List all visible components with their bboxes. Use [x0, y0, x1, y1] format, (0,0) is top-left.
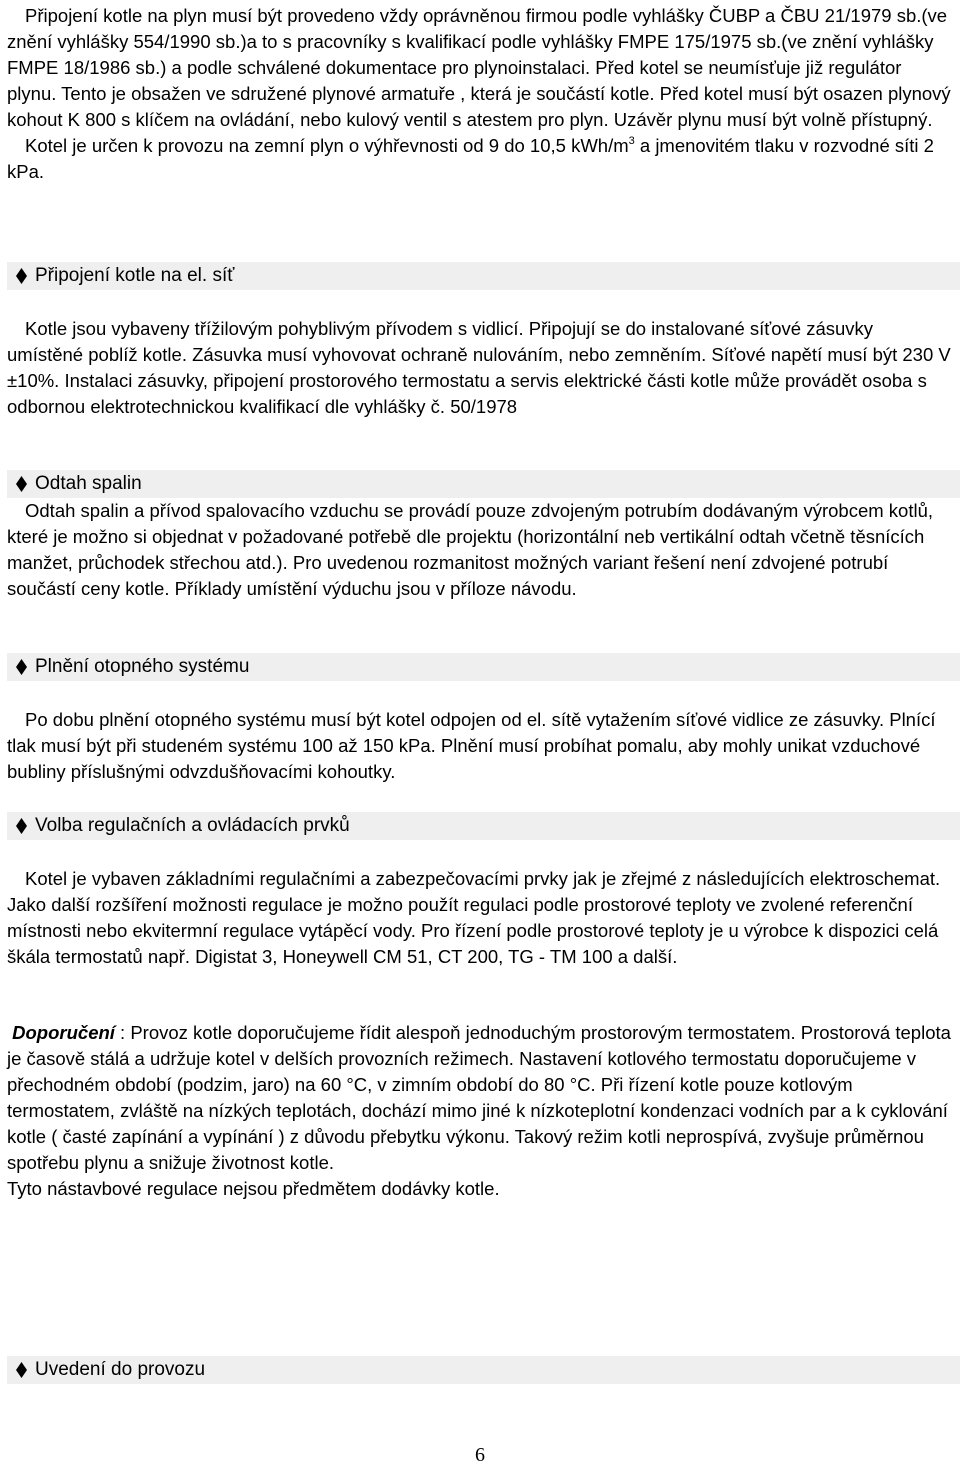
gas-connection-section	[7, 3, 953, 185]
gas-type-text-end: a jmenovitém tlaku v rozvodné síti 2 kPa.	[7, 135, 934, 182]
recommendation-text: : Provoz kotle doporučujeme řídit alespoň jednoduchým prostorovým termostatem. Prostorová teplota je časově stálá a udržuje kotel v delších provozních režimech. Nastavení kotlového termostatu doporučujeme v přechodném období (podzim, jaro) na 60 °C, v zimním období do 80 °C. Při řízení kotle pouze kotlovým termostatem, zvláště na nízkých teplotách, dochází mimo jiné k nízkoteplotní kondenzaci vodních par a k cyklování kotle ( časté zapínání a vypínání ) z důvodu přebytku výkonu. Takový režim kotli neprospívá, zvyšuje průměrnou spotřebu plynu a snižuje životnost kotle.	[7, 1022, 951, 1173]
recommendation-label: Doporučení	[12, 1022, 115, 1043]
gas-type-paragraph	[7, 133, 953, 185]
heading-controls	[7, 812, 960, 840]
diamond-bullet-icon	[7, 818, 35, 834]
gas-paragraph: Připojení kotle na plyn musí být provedeno vždy oprávněnou firmou podle vyhlášky ČUBP a ČBU 21/1979 sb.(ve znění vyhlášky 554/1990 sb.)a to s pracovníky s kvalifikací podle vyhlášky FMPE 175/1975 sb.(ve znění vyhlášky FMPE 18/1986 sb.) a podle schválené dokumentace pro plynoinstalaci. Před kotel se neumísťuje již regulátor plynu. Tento je obsažen ve sdružené plynové armatuře , která je součástí kotle. Před kotel musí být osazen plynový kohout K 800 s klíčem na ovládání, nebo kulový ventil s atestem pro plyn. Uzávěr plynu musí být volně přístupný.	[7, 5, 951, 130]
diamond-bullet-icon	[7, 659, 35, 675]
diamond-bullet-icon	[7, 1362, 35, 1378]
controls-body	[7, 866, 953, 970]
page-number: 6	[475, 1444, 485, 1466]
controls-paragraph: Kotel je vybaven základními regulačními a zabezpečovacími prvky jak je zřejmé z následujících elektroschemat. Jako další rozšíření možnosti regulace je možno použít regulaci podle prostorové teploty ve zvolené referenční místnosti nebo ekvitermní regulace vytápěcí vody. Pro řízení podle prostorové teploty je u výrobce k dispozici celá škála termostatů např. Digistat 3, Honeywell CM 51, CT 200, TG - TM 100 a další.	[7, 868, 941, 967]
heading-flue-text: Odtah spalin	[35, 473, 142, 494]
diamond-bullet-icon	[7, 476, 35, 492]
flue-paragraph: Odtah spalin a přívod spalovacího vzduchu se provádí pouze zdvojeným potrubím dodávaným výrobcem kotlů, které je možno si objednat v požadované potřebě dle projektu (horizontální neb vertikální odtah včetně těsnících manžet, průchodek střechou atd.). Pro uvedenou rozmanitost možných variant řešení není zdvojené potrubí součástí ceny kotle. Příklady umístění výduchu jsou v příloze návodu.	[7, 500, 934, 599]
heading-electric	[7, 262, 960, 290]
heading-electric-text: Připojení kotle na el. síť	[35, 265, 235, 286]
filling-paragraph: Po dobu plnění otopného systému musí být kotel odpojen od el. sítě vytažením síťové vidlice ze zásuvky. Plnící tlak musí být při studeném systému 100 až 150 kPa. Plnění musí probíhat pomalu, aby mohly unikat vzduchové bubliny příslušnými odvzdušňovacími kohoutky.	[7, 709, 936, 782]
diamond-bullet-icon	[7, 268, 35, 284]
gas-type-text: Kotel je určen k provozu na zemní plyn o výhřevnosti od 9 do 10,5 kWh/m	[25, 135, 629, 156]
heading-flue	[7, 470, 960, 498]
flue-body	[7, 498, 953, 602]
recommendation-block	[7, 1020, 953, 1202]
electric-paragraph: Kotle jsou vybaveny třížilovým pohyblivým přívodem s vidlicí. Připojují se do instalované síťové zásuvky umístěné poblíž kotle. Zásuvka musí vyhovovat ochraně nulováním, nebo zemněním. Síťové napětí musí být 230 V ±10%. Instalaci zásuvky, připojení prostorového termostatu a servis elektrické části kotle může provádět osoba s odbornou elektrotechnickou kvalifikací dle vyhlášky č. 50/1978	[7, 318, 951, 417]
supply-note: Tyto nástavbové regulace nejsou předmětem dodávky kotle.	[7, 1178, 500, 1199]
recommendation-paragraph	[7, 1020, 953, 1176]
filling-body	[7, 707, 953, 785]
heading-filling-text: Plnění otopného systému	[35, 656, 250, 677]
heading-startup	[7, 1356, 960, 1384]
electric-body	[7, 316, 953, 420]
heading-filling	[7, 653, 960, 681]
heading-controls-text: Volba regulačních a ovládacích prvků	[35, 815, 350, 836]
heading-startup-text: Uvedení do provozu	[35, 1359, 206, 1380]
gas-type-superscript: 3	[628, 135, 635, 147]
